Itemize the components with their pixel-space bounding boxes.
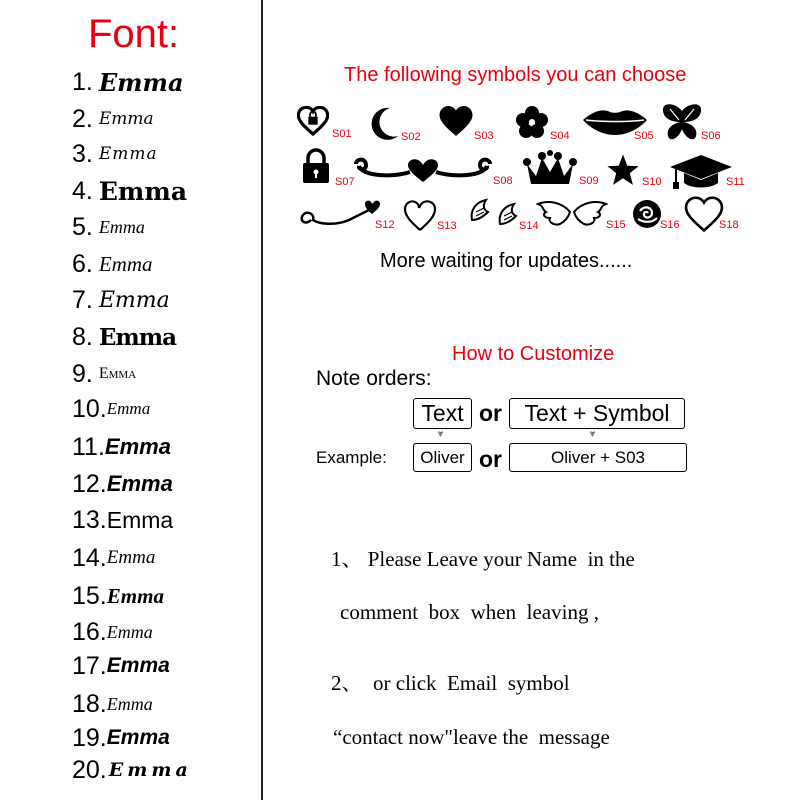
heart-outline-icon <box>684 196 724 232</box>
font-option-number: 10. <box>72 394 107 423</box>
font-option-number: 13. <box>72 505 107 534</box>
symbol-code-label: S06 <box>701 130 721 142</box>
symbol-code-label: S09 <box>579 175 599 187</box>
symbol-code-label: S18 <box>719 219 739 231</box>
instruction-line-3: 2、 or click Email symbol <box>331 671 570 695</box>
symbol-code-label: S08 <box>493 175 513 187</box>
font-option-number: 14. <box>72 543 107 572</box>
graduation-cap-icon <box>668 153 734 191</box>
font-option-row <box>72 752 192 788</box>
font-option-sample: Emma <box>98 144 158 164</box>
heart-icon <box>438 104 474 138</box>
font-option-sample: Emma <box>106 693 153 714</box>
outline-heart-icon <box>402 198 438 232</box>
font-option-row <box>72 282 170 318</box>
or-label: or <box>479 446 502 472</box>
small-wings-icon <box>468 198 518 228</box>
font-option-sample: Emma <box>106 399 151 418</box>
example-text-symbol-box: Oliver + S03 <box>509 443 687 472</box>
symbols-title: The following symbols you can choose <box>344 64 687 86</box>
font-option-number: 1. <box>72 67 93 96</box>
font-option-sample: Emma <box>106 654 170 677</box>
font-option-number: 20. <box>72 755 107 784</box>
font-option-row <box>72 648 170 684</box>
font-option-number: 3. <box>72 139 93 168</box>
angel-wings-icon <box>536 198 608 230</box>
symbol-code-label: S13 <box>437 220 457 232</box>
howto-title: How to Customize <box>452 343 615 365</box>
scroll-heart-icon <box>352 156 494 186</box>
crescent-moon-icon <box>368 106 400 142</box>
symbol-code-label: S05 <box>634 130 654 142</box>
font-option-sample: Emma <box>106 471 173 496</box>
font-option-row <box>72 686 153 722</box>
font-option-number: 16. <box>72 617 107 646</box>
option-text-box: Text <box>413 398 472 429</box>
symbol-code-label: S07 <box>335 176 355 188</box>
font-option-number: 15. <box>72 581 107 610</box>
font-option-row <box>72 136 158 172</box>
down-arrow-icon: ⩔ <box>590 428 596 438</box>
font-option-row <box>72 466 173 502</box>
font-option-row <box>72 101 154 137</box>
instruction-line-2: comment box when leaving , <box>340 600 599 624</box>
font-option-row <box>72 173 187 209</box>
symbol-code-label: S01 <box>332 128 352 140</box>
symbol-code-label: S03 <box>474 130 494 142</box>
font-option-sample: Emma <box>106 583 164 608</box>
font-section-title: Font: <box>88 12 180 56</box>
symbol-code-label: S11 <box>726 176 745 188</box>
font-option-sample: Emma <box>98 109 154 129</box>
font-option-sample: Emma <box>98 323 176 351</box>
font-option-sample: Emma <box>106 726 170 749</box>
example-label: Example: <box>316 448 387 467</box>
option-text-symbol-box: Text + Symbol <box>509 398 685 429</box>
font-option-number: 18. <box>72 689 107 718</box>
circle-swirl-icon <box>632 199 662 229</box>
symbol-code-label: S15 <box>606 219 626 231</box>
font-option-number: 2. <box>72 104 93 133</box>
instruction-line-4: “contact now"leave the message <box>333 725 610 749</box>
font-option-row <box>72 209 145 245</box>
font-option-number: 5. <box>72 212 93 241</box>
font-option-row <box>72 614 153 650</box>
column-divider <box>261 0 263 800</box>
font-option-sample: Emma <box>98 251 153 276</box>
font-option-number: 19. <box>72 723 107 752</box>
font-option-number: 17. <box>72 651 107 680</box>
font-option-row <box>72 429 171 465</box>
font-option-number: 9. <box>72 359 93 388</box>
font-option-sample: Emma <box>104 434 171 459</box>
font-option-number: 6. <box>72 249 93 278</box>
padlock-icon <box>300 148 332 184</box>
heart-lock-icon <box>297 106 329 138</box>
font-option-row <box>72 319 176 355</box>
symbol-code-label: S14 <box>519 220 539 232</box>
font-option-sample: Emma <box>106 506 174 533</box>
font-option-number: 8. <box>72 322 93 351</box>
note-orders-label: Note orders: <box>316 367 432 390</box>
font-option-row <box>72 64 184 100</box>
crown-icon <box>522 150 578 188</box>
font-option-number: 4. <box>72 176 93 205</box>
font-option-row <box>72 720 170 756</box>
butterfly-icon <box>660 103 704 143</box>
font-option-row <box>72 502 173 538</box>
instruction-line-1: 1、 Please Leave your Name in the <box>331 547 635 571</box>
symbol-code-label: S02 <box>401 131 421 143</box>
font-option-number: 11. <box>72 432 105 461</box>
font-option-row <box>72 578 164 614</box>
flower-icon <box>515 105 549 139</box>
down-arrow-icon: ⩔ <box>438 428 444 438</box>
or-label: or <box>479 400 502 426</box>
example-text-box: Oliver <box>413 443 472 472</box>
font-option-sample: Emma <box>98 176 188 206</box>
symbol-code-label: S16 <box>660 219 680 231</box>
more-updates-text: More waiting for updates...... <box>380 250 633 272</box>
star-icon <box>606 153 640 187</box>
font-option-sample: Emma <box>108 759 192 781</box>
font-option-sample: Emma <box>98 67 184 97</box>
font-option-number: 7. <box>72 285 93 314</box>
font-option-number: 12. <box>72 469 107 498</box>
symbol-code-label: S10 <box>642 176 662 188</box>
font-option-row <box>72 356 136 392</box>
font-option-sample: Emma <box>98 216 145 237</box>
symbol-code-label: S12 <box>375 219 395 231</box>
font-option-row <box>72 540 155 576</box>
symbol-code-label: S04 <box>550 130 570 142</box>
font-option-sample: Emma <box>98 287 170 313</box>
font-option-sample: Emma <box>106 547 156 568</box>
font-option-sample: Emma <box>106 621 153 642</box>
font-option-row <box>72 246 153 282</box>
swirl-heart-icon <box>297 198 381 232</box>
font-option-sample: Emma <box>98 365 137 382</box>
font-option-row <box>72 391 150 427</box>
